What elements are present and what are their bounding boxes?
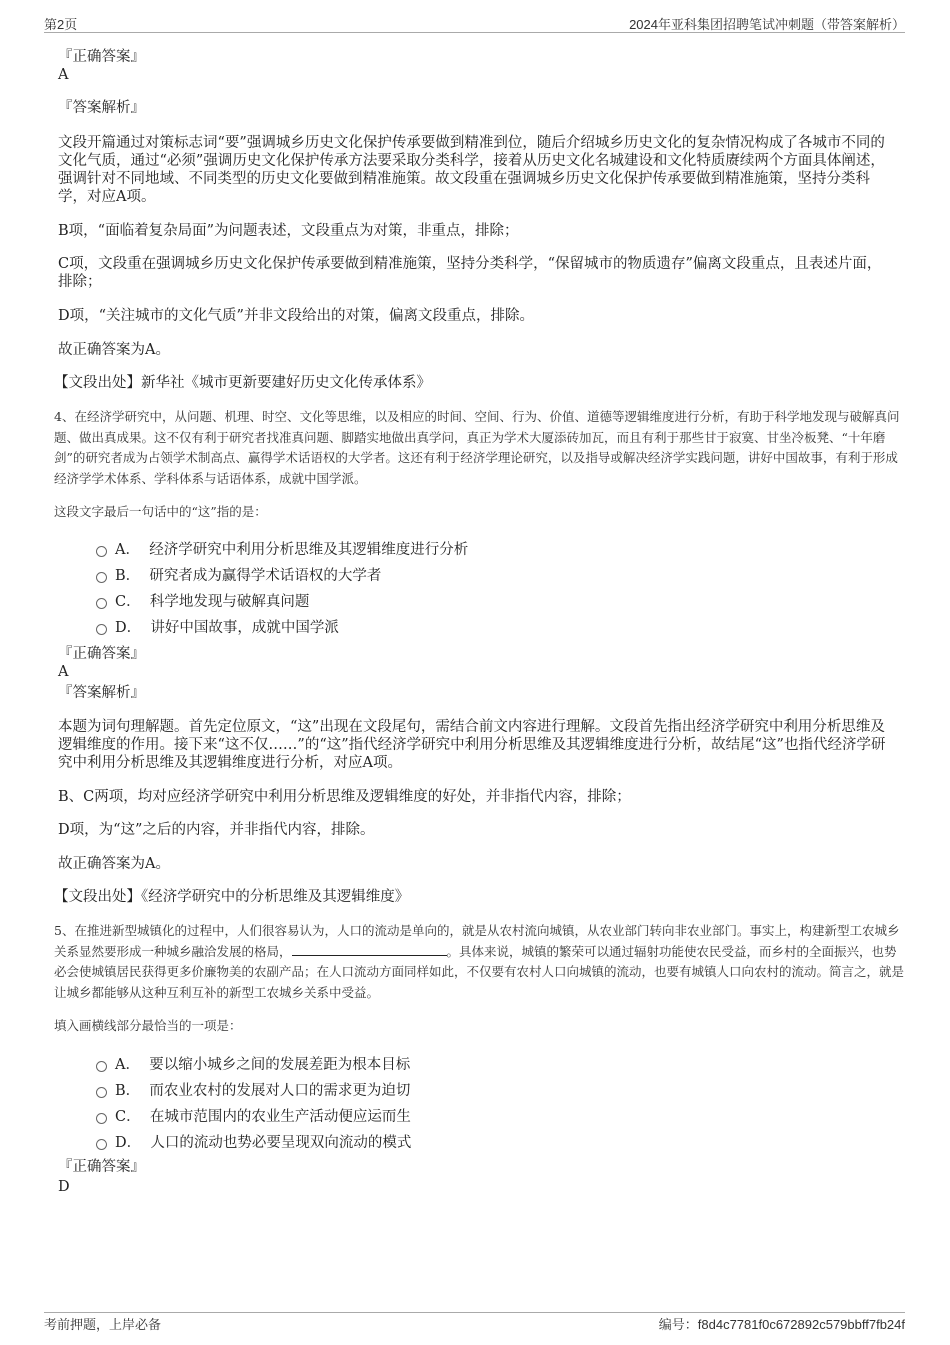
option-b[interactable]	[96, 1079, 410, 1100]
analysis-paragraph: D项，“关注城市的文化气质”并非文段给出的对策，偏离文段重点，排除。	[58, 308, 534, 324]
option-text: 而农业农村的发展对人口的需求更为迫切	[149, 1083, 411, 1099]
fill-blank	[292, 943, 447, 956]
option-text: 人口的流动也势必要呈现双向流动的模式	[150, 1135, 412, 1151]
option-letter: D．	[115, 620, 142, 636]
question-prompt: 填入画横线部分最恰当的一项是：	[54, 1018, 242, 1033]
option-text: 研究者成为赢得学术话语权的大学者	[149, 568, 382, 584]
option-letter: A．	[115, 1057, 140, 1073]
option-c[interactable]	[96, 1105, 411, 1126]
analysis-paragraph: B、C两项，均对应经济学研究中利用分析思维及逻辑维度的好处，并非指代内容，排除；	[58, 789, 631, 805]
document-title: 2024年亚科集团招聘笔试冲刺题（带答案解析）	[629, 17, 905, 32]
radio-icon[interactable]	[96, 572, 107, 583]
option-text: 在城市范围内的农业生产活动便应运而生	[149, 1109, 411, 1125]
source-citation: 【文段出处】《经济学研究中的分析思维及其逻辑维度》	[54, 889, 410, 905]
radio-icon[interactable]	[96, 624, 107, 635]
document-id: 编号：f8d4c7781f0c672892c579bbff7fb24f	[658, 1317, 905, 1332]
option-letter: C．	[115, 594, 141, 610]
option-a[interactable]	[96, 538, 468, 559]
option-text: 科学地发现与破解真问题	[149, 594, 310, 610]
header-divider	[44, 32, 905, 33]
analysis-label: 『答案解析』	[58, 685, 145, 701]
option-letter: B．	[115, 1083, 141, 1099]
answer-label: 『正确答案』	[58, 1159, 145, 1175]
footer-divider	[44, 1312, 905, 1313]
option-letter: B．	[115, 568, 141, 584]
stem-text: 5、在推进新型城镇化的过程中，人们很容易认为，人口的流动是单向的，就是从农村流向城镇，从农业部门转向非农业部门。事实上，构建新型工农城乡关系显然要形成一种城乡融洽发展的格局，	[54, 923, 900, 959]
option-letter: D．	[115, 1135, 142, 1151]
option-d[interactable]	[96, 1131, 411, 1152]
analysis-paragraph: 文段开篇通过对策标志词“要”强调城乡历史文化保护传承要做到精准到位，随后介绍城乡历史文化的复杂情况构成了各城市不同的文化气质，通过“必须”强调历史文化保护传承方法要采取分类科学，接着从历史文化名城建设和文化特质赓续两个方面具体阐述，强调针对不同地域、不同类型的历史文化要做到精准施策。故文段重在强调城乡历史文化保护传承要做到精准施策，坚持分类科学，对应A项。	[58, 135, 885, 205]
option-letter: C．	[115, 1109, 141, 1125]
answer-label: 『正确答案』	[58, 49, 145, 65]
answer-value: A	[58, 67, 69, 83]
option-a[interactable]	[96, 1053, 410, 1074]
analysis-paragraph: D项，为“这”之后的内容，并非指代内容，排除。	[58, 822, 375, 838]
option-d[interactable]	[96, 616, 339, 637]
analysis-paragraph: 本题为词句理解题。首先定位原文，“这”出现在文段尾句，需结合前文内容进行理解。文段首先指出经济学研究中利用分析思维及逻辑维度的作用。接下来“这不仅……”的“这”指代经济学研究中利用分析思维及其逻辑维度进行分析，故结尾“这”也指代经济学研究中利用分析思维及其逻辑维度进行分析，对应A项。	[58, 719, 886, 771]
footer-slogan: 考前押题，上岸必备	[44, 1317, 162, 1332]
radio-icon[interactable]	[96, 546, 107, 557]
radio-icon[interactable]	[96, 1139, 107, 1150]
radio-icon[interactable]	[96, 1087, 107, 1098]
answer-value: A	[58, 664, 69, 680]
option-text: 讲好中国故事，成就中国学派	[150, 620, 339, 636]
analysis-paragraph: B项，“面临着复杂局面”为问题表述，文段重点为对策，非重点，排除；	[58, 223, 519, 239]
analysis-paragraph: 故正确答案为A。	[58, 856, 170, 872]
question-stem: 4、在经济学研究中，从问题、机理、时空、文化等思维，以及相应的时间、空间、行为、价值、道德等逻辑维度进行分析，有助于科学地发现与破解真问题、做出真成果。这不仅有利于研究者找准真问题、脚踏实地做出真学问，真正为学术大厦添砖加瓦，而且有利于那些甘于寂寞、甘坐冷板凳、“十年磨剑”的研究者成为占领学术制高点、赢得学术话语权的大学者。这还有利于经济学理论研究，以及指导或解决经济学实践问题，讲好中国故事，有利于形成经济学学术体系、学科体系与话语体系，成就中国学派。	[54, 409, 900, 486]
analysis-paragraph: C项，文段重在强调城乡历史文化保护传承要做到精准施策，坚持分类科学，“保留城市的物质遗存”偏离文段重点，且表述片面，排除；	[58, 256, 882, 290]
option-c[interactable]	[96, 590, 309, 611]
radio-icon[interactable]	[96, 1113, 107, 1124]
question-stem	[54, 921, 904, 1003]
radio-icon[interactable]	[96, 598, 107, 609]
page-number: 第2页	[44, 17, 78, 32]
answer-value: D	[58, 1179, 70, 1195]
answer-label: 『正确答案』	[58, 646, 145, 662]
analysis-label: 『答案解析』	[58, 100, 145, 116]
radio-icon[interactable]	[96, 1061, 107, 1072]
question-prompt: 这段文字最后一句话中的“这”指的是：	[54, 504, 267, 519]
option-b[interactable]	[96, 564, 381, 585]
source-citation: 【文段出处】新华社《城市更新要建好历史文化传承体系》	[54, 375, 431, 391]
option-text: 经济学研究中利用分析思维及其逻辑维度进行分析	[149, 542, 469, 558]
option-text: 要以缩小城乡之间的发展差距为根本目标	[149, 1057, 411, 1073]
option-letter: A．	[115, 542, 140, 558]
stem-text: 。具体来说，城镇的繁荣可以通过辐射功能使农民受益，而乡村的全面振兴，也势必会使城镇居民获得更多价廉物美的农副产品；在人口流动方面同样如此，不仅要有农村人口向城镇的流动，也要有城镇人口向农村的流动。简言之，就是让城乡都能够从这种互利互补的新型工农城乡关系中受益。	[54, 943, 905, 1000]
analysis-paragraph: 故正确答案为A。	[58, 342, 170, 358]
